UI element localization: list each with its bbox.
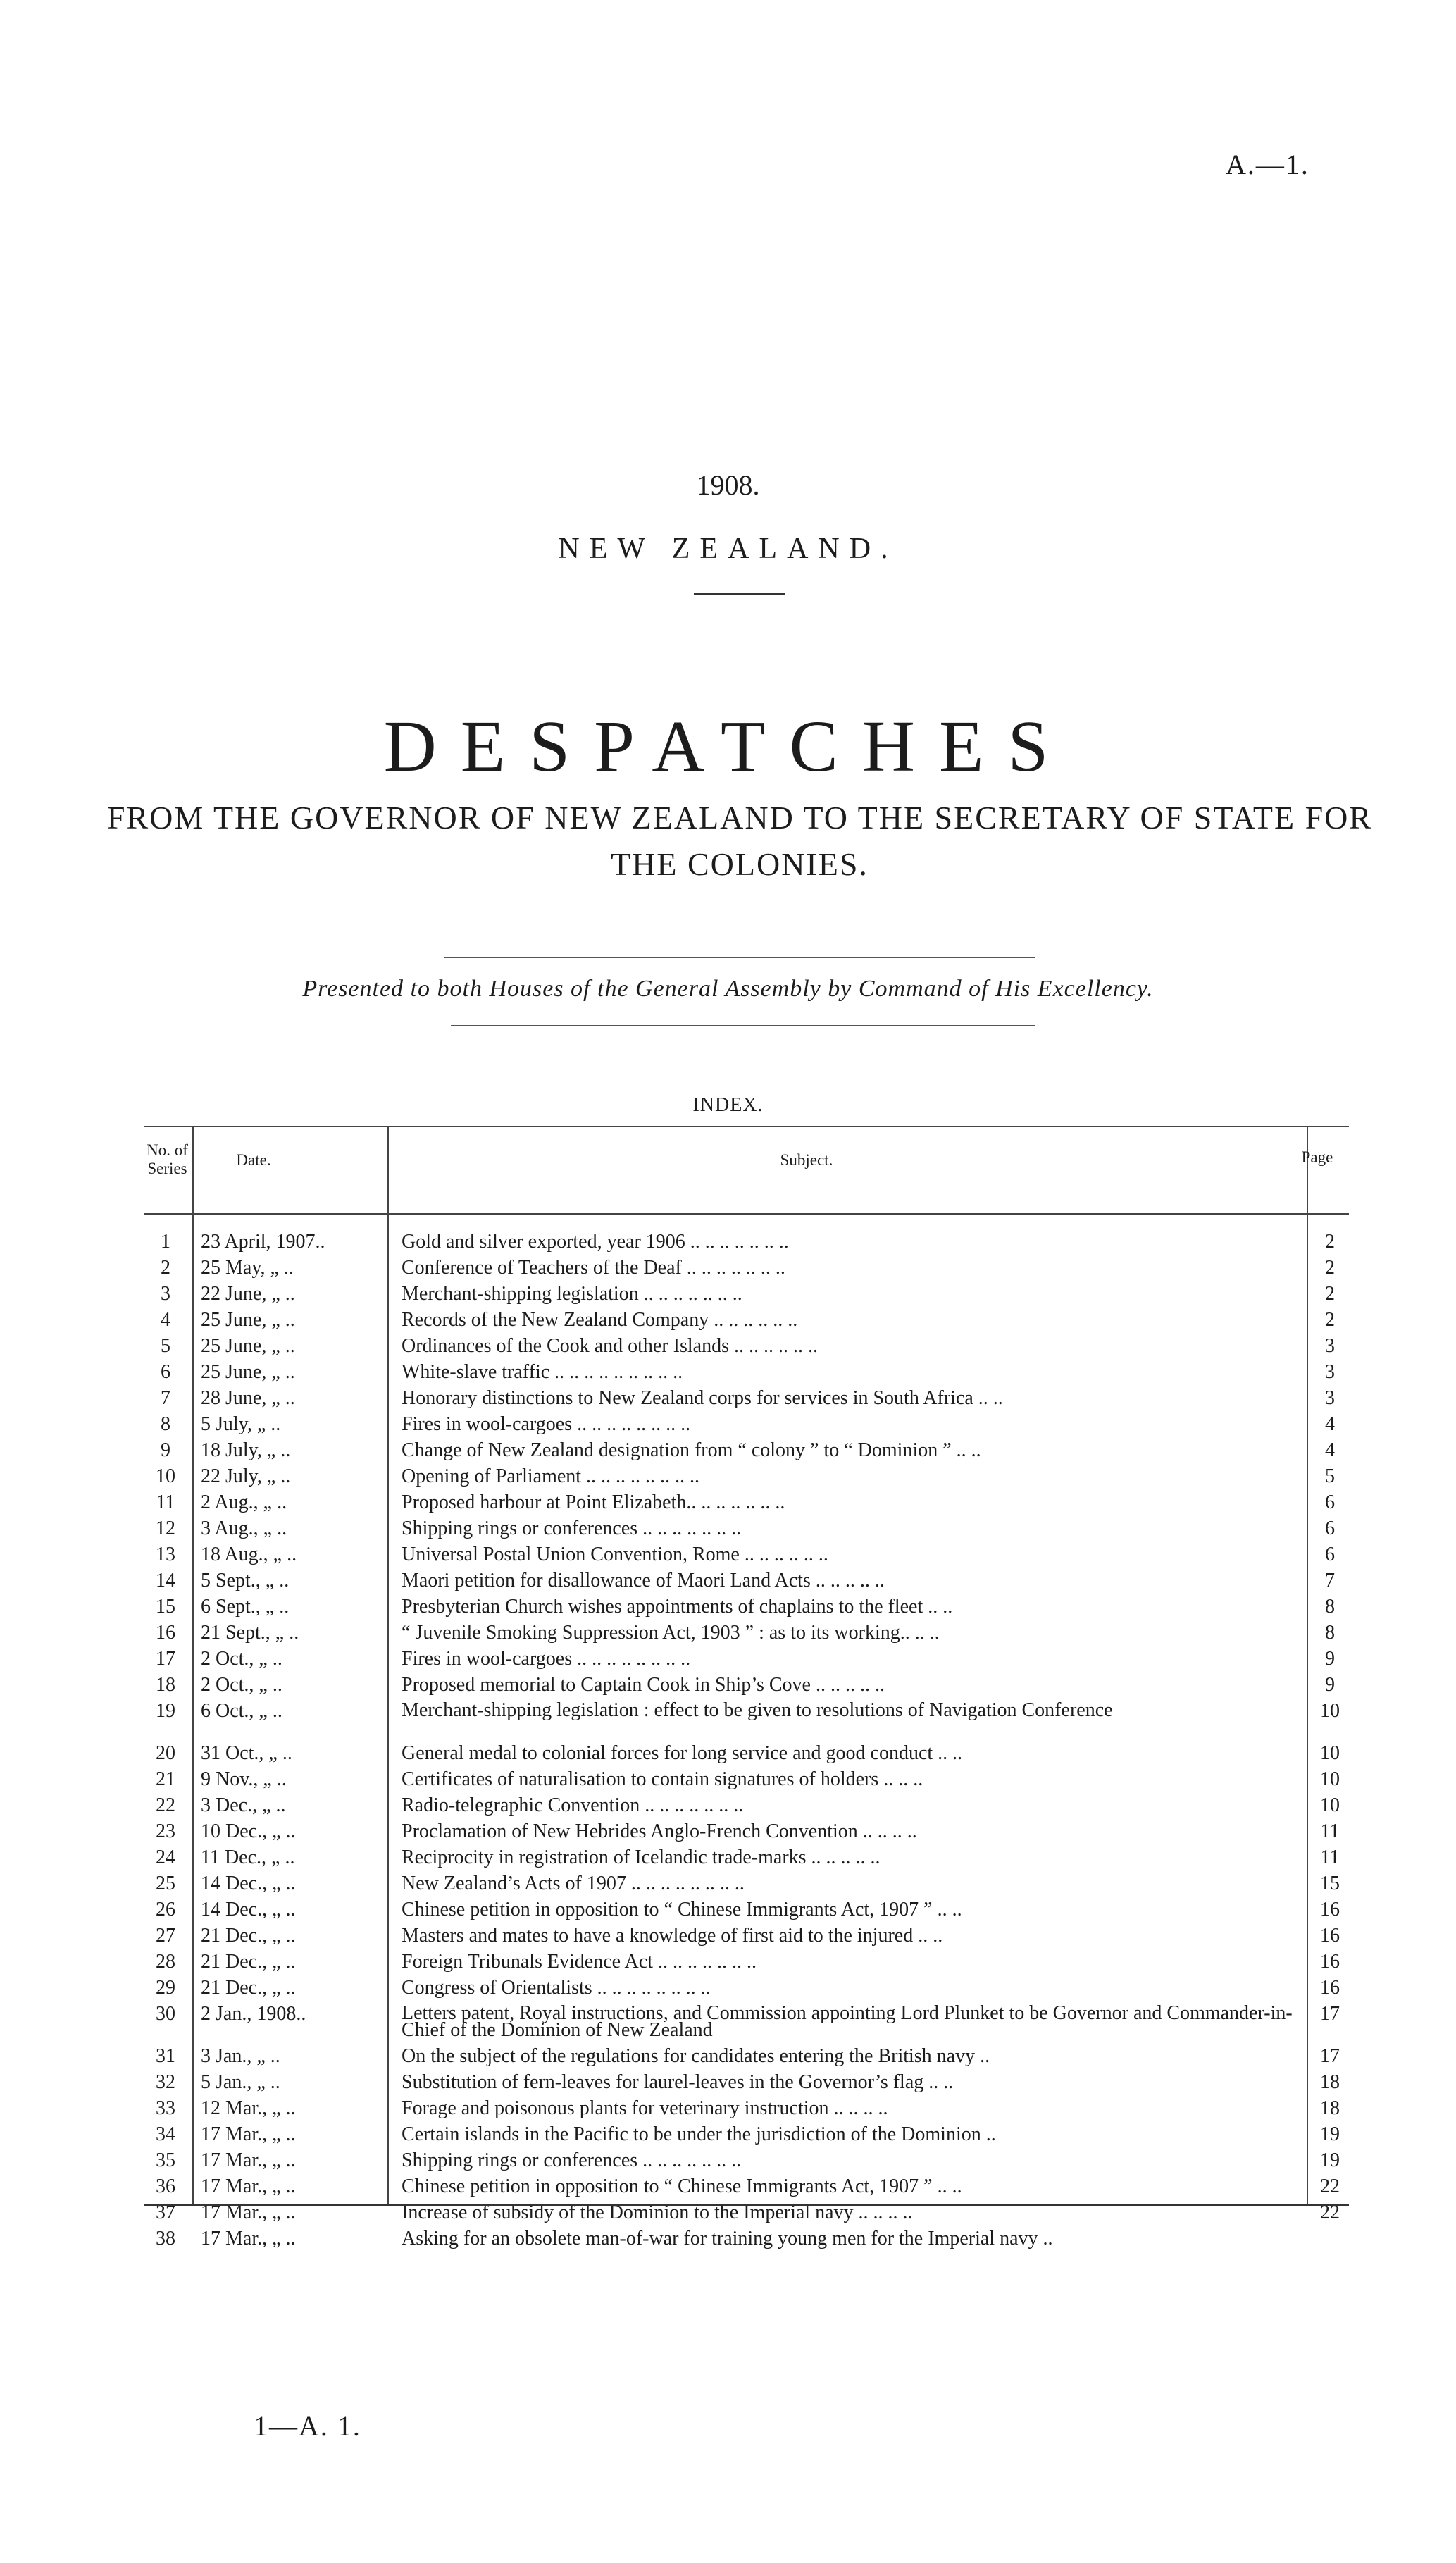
table-row [144,1281,1349,1307]
row-date: 14 Dec., „ .. [201,1899,296,1920]
row-page: 16 [1320,1977,1340,1999]
column-header-date: Date. [236,1151,271,1169]
column-header-page: Page [1301,1148,1333,1166]
row-page: 6 [1325,1544,1335,1565]
row-subject: Honorary distinctions to New Zealand corps for services in South Africa .. .. [402,1387,1003,1409]
row-page: 2 [1325,1283,1335,1305]
row-subject: Gold and silver exported, year 1906 .. .. .. .. .. .. .. [402,1231,789,1253]
table-row [144,2147,1349,2173]
row-date: 17 Mar., „ .. [201,2176,296,2197]
table-row [144,2226,1349,2252]
year-heading: 1908. [696,469,760,501]
row-date: 9 Nov., „ .. [201,1768,287,1790]
divider-short [694,593,785,595]
table-row [144,1792,1349,1818]
row-date: 12 Mar., „ .. [201,2097,296,2119]
row-page: 3 [1325,1335,1335,1357]
row-page: 15 [1320,1873,1340,1894]
row-date: 22 July, „ .. [201,1465,291,1487]
divider-upper [444,957,1035,958]
row-subject: Forage and poisonous plants for veterinary instruction .. .. .. .. [402,2097,888,2119]
row-date: 11 Dec., „ .. [201,1847,295,1868]
row-number: 31 [156,2045,175,2067]
row-page: 9 [1325,1648,1335,1670]
row-date: 25 June, „ .. [201,1335,295,1357]
divider-lower [451,1025,1035,1026]
row-subject: Proposed memorial to Captain Cook in Ship’s Cove .. .. .. .. .. [402,1674,885,1696]
row-page: 9 [1325,1674,1335,1696]
row-subject: Asking for an obsolete man-of-war for training young men for the Imperial navy .. [402,2228,1053,2249]
row-number: 10 [156,1465,175,1487]
row-page: 2 [1325,1257,1335,1279]
row-date: 25 June, „ .. [201,1309,295,1331]
row-subject: Foreign Tribunals Evidence Act .. .. .. .. .. .. .. [402,1951,757,1973]
row-date: 28 June, „ .. [201,1387,295,1409]
row-date: 18 Aug., „ .. [201,1544,297,1565]
row-number: 26 [156,1899,175,1920]
row-date: 25 May, „ .. [201,1257,294,1279]
row-page: 5 [1325,1465,1335,1487]
row-number: 38 [156,2228,175,2249]
row-page: 18 [1320,2097,1340,2119]
table-row [144,1594,1349,1620]
row-subject: Increase of subsidy of the Dominion to the Imperial navy .. .. .. .. [402,2202,913,2223]
row-date: 21 Dec., „ .. [201,1925,296,1947]
row-page: 2 [1325,1231,1335,1253]
table-row [144,1307,1349,1333]
row-subject: Change of New Zealand designation from “ colony ” to “ Dominion ” .. .. [402,1439,981,1461]
row-number: 16 [156,1622,175,1644]
row-date: 5 Sept., „ .. [201,1570,290,1591]
row-subject: Proposed harbour at Point Elizabeth.. .. .. .. .. .. .. [402,1491,785,1513]
row-subject: Chinese petition in opposition to “ Chinese Immigrants Act, 1907 ” .. .. [402,2176,962,2197]
row-number: 19 [156,1700,175,1722]
table-row [144,1975,1349,2001]
row-subject: Certain islands in the Pacific to be under the jurisdiction of the Dominion .. [402,2123,996,2145]
row-date: 21 Sept., „ .. [201,1622,299,1644]
row-number: 27 [156,1925,175,1947]
footer-label: 1—A. 1. [254,2410,361,2442]
row-page: 16 [1320,1925,1340,1947]
table-row [144,1541,1349,1568]
row-date: 2 Oct., „ .. [201,1674,282,1696]
row-number: 20 [156,1742,175,1764]
row-page: 6 [1325,1491,1335,1513]
table-row [144,1515,1349,1541]
row-page: 3 [1325,1387,1335,1409]
row-page: 8 [1325,1596,1335,1618]
table-row [144,1818,1349,1844]
table-row [144,1698,1349,1740]
row-page: 4 [1325,1413,1335,1435]
table-row [144,1568,1349,1594]
row-subject: Substitution of fern-leaves for laurel-leaves in the Governor’s flag .. .. [402,2071,954,2093]
row-number: 15 [156,1596,175,1618]
table-row [144,2095,1349,2121]
row-number: 37 [156,2202,175,2223]
row-subject: Shipping rings or conferences .. .. .. .. .. .. .. [402,1518,742,1539]
table-top-rule [144,1126,1349,1127]
row-number: 18 [156,1674,175,1696]
table-row [144,2043,1349,2069]
table-row [144,1949,1349,1975]
table-row [144,2121,1349,2147]
row-number: 21 [156,1768,175,1790]
table-row [144,1437,1349,1463]
column-header-subject: Subject. [780,1151,833,1169]
row-number: 30 [156,2003,175,2025]
row-subject: On the subject of the regulations for candidates entering the British navy .. [402,2045,990,2067]
row-date: 21 Dec., „ .. [201,1951,296,1973]
row-number: 6 [161,1361,170,1383]
row-date: 17 Mar., „ .. [201,2123,296,2145]
table-header-rule [144,1213,1349,1215]
document-reference: A.—1. [1226,149,1309,180]
row-subject: Merchant-shipping legislation : effect to be given to resolutions of Navigation Conference [402,1699,1113,1721]
page-title: DESPATCHES [383,706,1073,787]
table-row [144,1897,1349,1923]
row-page: 6 [1325,1518,1335,1539]
page-subtitle: FROM THE GOVERNOR OF NEW ZEALAND TO THE SECRETARY OF STATE FOR THE COLONIES. [106,800,1373,882]
row-page: 17 [1320,2045,1340,2067]
row-page: 10 [1320,1768,1340,1790]
row-number: 11 [156,1491,175,1513]
row-subject: Reciprocity in registration of Icelandic trade-marks .. .. .. .. .. [402,1847,881,1868]
row-page: 19 [1320,2149,1340,2171]
row-subject: Records of the New Zealand Company .. .. .. .. .. .. [402,1309,798,1331]
row-subject: “ Juvenile Smoking Suppression Act, 1903 ” : as to its working.. .. .. [402,1622,940,1644]
row-number: 8 [161,1413,170,1435]
row-subject: Congress of Orientalists .. .. .. .. .. .. .. .. [402,1977,711,1999]
row-date: 21 Dec., „ .. [201,1977,296,1999]
row-subject: General medal to colonial forces for long service and good conduct .. .. [402,1742,963,1764]
row-number: 23 [156,1820,175,1842]
row-subject: Radio-telegraphic Convention .. .. .. .. .. .. .. [402,1794,744,1816]
table-row [144,1766,1349,1792]
row-page: 10 [1320,1700,1340,1722]
row-date: 2 Jan., 1908.. [201,2003,306,2025]
table-row [144,1844,1349,1870]
table-row [144,1333,1349,1359]
table-row [144,1646,1349,1672]
row-subject: Ordinances of the Cook and other Islands .. .. .. .. .. .. [402,1335,818,1357]
row-page: 16 [1320,1899,1340,1920]
row-date: 22 June, „ .. [201,1283,295,1305]
table-bottom-rule [144,2204,1349,2206]
row-date: 17 Mar., „ .. [201,2149,296,2171]
row-number: 2 [161,1257,170,1279]
row-date: 2 Aug., „ .. [201,1491,287,1513]
table-row [144,1229,1349,1255]
row-number: 36 [156,2176,175,2197]
table-row [144,2069,1349,2095]
row-number: 35 [156,2149,175,2171]
row-page: 11 [1320,1820,1340,1842]
row-number: 14 [156,1570,175,1591]
row-number: 25 [156,1873,175,1894]
row-number: 32 [156,2071,175,2093]
row-page: 16 [1320,1951,1340,1973]
row-number: 12 [156,1518,175,1539]
row-subject: Opening of Parliament .. .. .. .. .. .. .. .. [402,1465,700,1487]
row-number: 33 [156,2097,175,2119]
row-number: 24 [156,1847,175,1868]
row-number: 3 [161,1283,170,1305]
row-subject: New Zealand’s Acts of 1907 .. .. .. .. .. .. .. .. [402,1873,745,1894]
index-heading: INDEX. [692,1094,764,1116]
index-table [144,1126,1349,2249]
row-subject: Fires in wool-cargoes .. .. .. .. .. .. .. .. [402,1413,691,1435]
row-date: 3 Dec., „ .. [201,1794,286,1816]
row-number: 5 [161,1335,170,1357]
row-date: 2 Oct., „ .. [201,1648,282,1670]
row-page: 10 [1320,1742,1340,1764]
row-date: 3 Aug., „ .. [201,1518,287,1539]
row-number: 34 [156,2123,175,2145]
table-row [144,2001,1349,2043]
row-date: 25 June, „ .. [201,1361,295,1383]
row-page: 18 [1320,2071,1340,2093]
row-date: 5 Jan., „ .. [201,2071,280,2093]
row-subject: Chinese petition in opposition to “ Chinese Immigrants Act, 1907 ” .. .. [402,1899,962,1920]
row-subject: Shipping rings or conferences .. .. .. .. .. .. .. [402,2149,742,2171]
row-date: 17 Mar., „ .. [201,2202,296,2223]
table-row [144,1255,1349,1281]
row-number: 13 [156,1544,175,1565]
table-row [144,1870,1349,1897]
row-date: 18 July, „ .. [201,1439,291,1461]
country-heading: NEW ZEALAND. [558,533,898,565]
row-subject: Proclamation of New Hebrides Anglo-French Convention .. .. .. .. [402,1820,917,1842]
row-date: 6 Sept., „ .. [201,1596,290,1618]
row-page: 10 [1320,1794,1340,1816]
row-subject: Masters and mates to have a knowledge of first aid to the injured .. .. [402,1925,943,1947]
row-page: 2 [1325,1309,1335,1331]
presented-line: Presented to both Houses of the General Assembly by Command of His Excellency. [302,976,1154,1002]
row-date: 3 Jan., „ .. [201,2045,280,2067]
row-subject: Certificates of naturalisation to contain signatures of holders .. .. .. [402,1768,923,1790]
row-page: 8 [1325,1622,1335,1644]
row-number: 7 [161,1387,170,1409]
table-row [144,1463,1349,1489]
table-row [144,1385,1349,1411]
table-row [144,1489,1349,1515]
table-row [144,1411,1349,1437]
table-row [144,2173,1349,2199]
row-subject: Fires in wool-cargoes .. .. .. .. .. .. .. .. [402,1648,691,1670]
row-subject: Conference of Teachers of the Deaf .. .. .. .. .. .. .. [402,1257,785,1279]
row-date: 5 July, „ .. [201,1413,281,1435]
table-row [144,1359,1349,1385]
row-page: 4 [1325,1439,1335,1461]
row-subject: Universal Postal Union Convention, Rome .. .. .. .. .. .. [402,1544,828,1565]
row-page: 3 [1325,1361,1335,1383]
row-subject: Letters patent, Royal instructions, and Commission appointing Lord Plunket to be Governor and Commander-in-Chief of the Dominion of New Zealand [402,2002,1293,2041]
row-page: 19 [1320,2123,1340,2145]
table-row [144,1923,1349,1949]
column-header-no: No. of Series [147,1141,188,1177]
row-date: 23 April, 1907.. [201,1231,325,1253]
row-number: 9 [161,1439,170,1461]
row-page: 7 [1325,1570,1335,1591]
row-number: 28 [156,1951,175,1973]
row-date: 6 Oct., „ .. [201,1700,282,1722]
row-date: 17 Mar., „ .. [201,2228,296,2249]
table-row [144,1620,1349,1646]
row-number: 22 [156,1794,175,1816]
row-number: 1 [161,1231,170,1253]
row-subject: Presbyterian Church wishes appointments of chaplains to the fleet .. .. [402,1596,953,1618]
row-page: 17 [1320,2003,1340,2025]
table-body [144,1229,1349,2252]
row-number: 29 [156,1977,175,1999]
row-subject: Maori petition for disallowance of Maori Land Acts .. .. .. .. .. [402,1570,885,1591]
row-date: 10 Dec., „ .. [201,1820,296,1842]
row-date: 31 Oct., „ .. [201,1742,292,1764]
row-page: 22 [1320,2202,1340,2223]
row-page: 22 [1320,2176,1340,2197]
row-number: 17 [156,1648,175,1670]
row-number: 4 [161,1309,170,1331]
row-date: 14 Dec., „ .. [201,1873,296,1894]
row-subject: White-slave traffic .. .. .. .. .. .. .. .. .. [402,1361,683,1383]
row-subject: Merchant-shipping legislation .. .. .. .. .. .. .. [402,1283,742,1305]
row-page: 11 [1320,1847,1340,1868]
table-row [144,1740,1349,1766]
table-row [144,1672,1349,1698]
